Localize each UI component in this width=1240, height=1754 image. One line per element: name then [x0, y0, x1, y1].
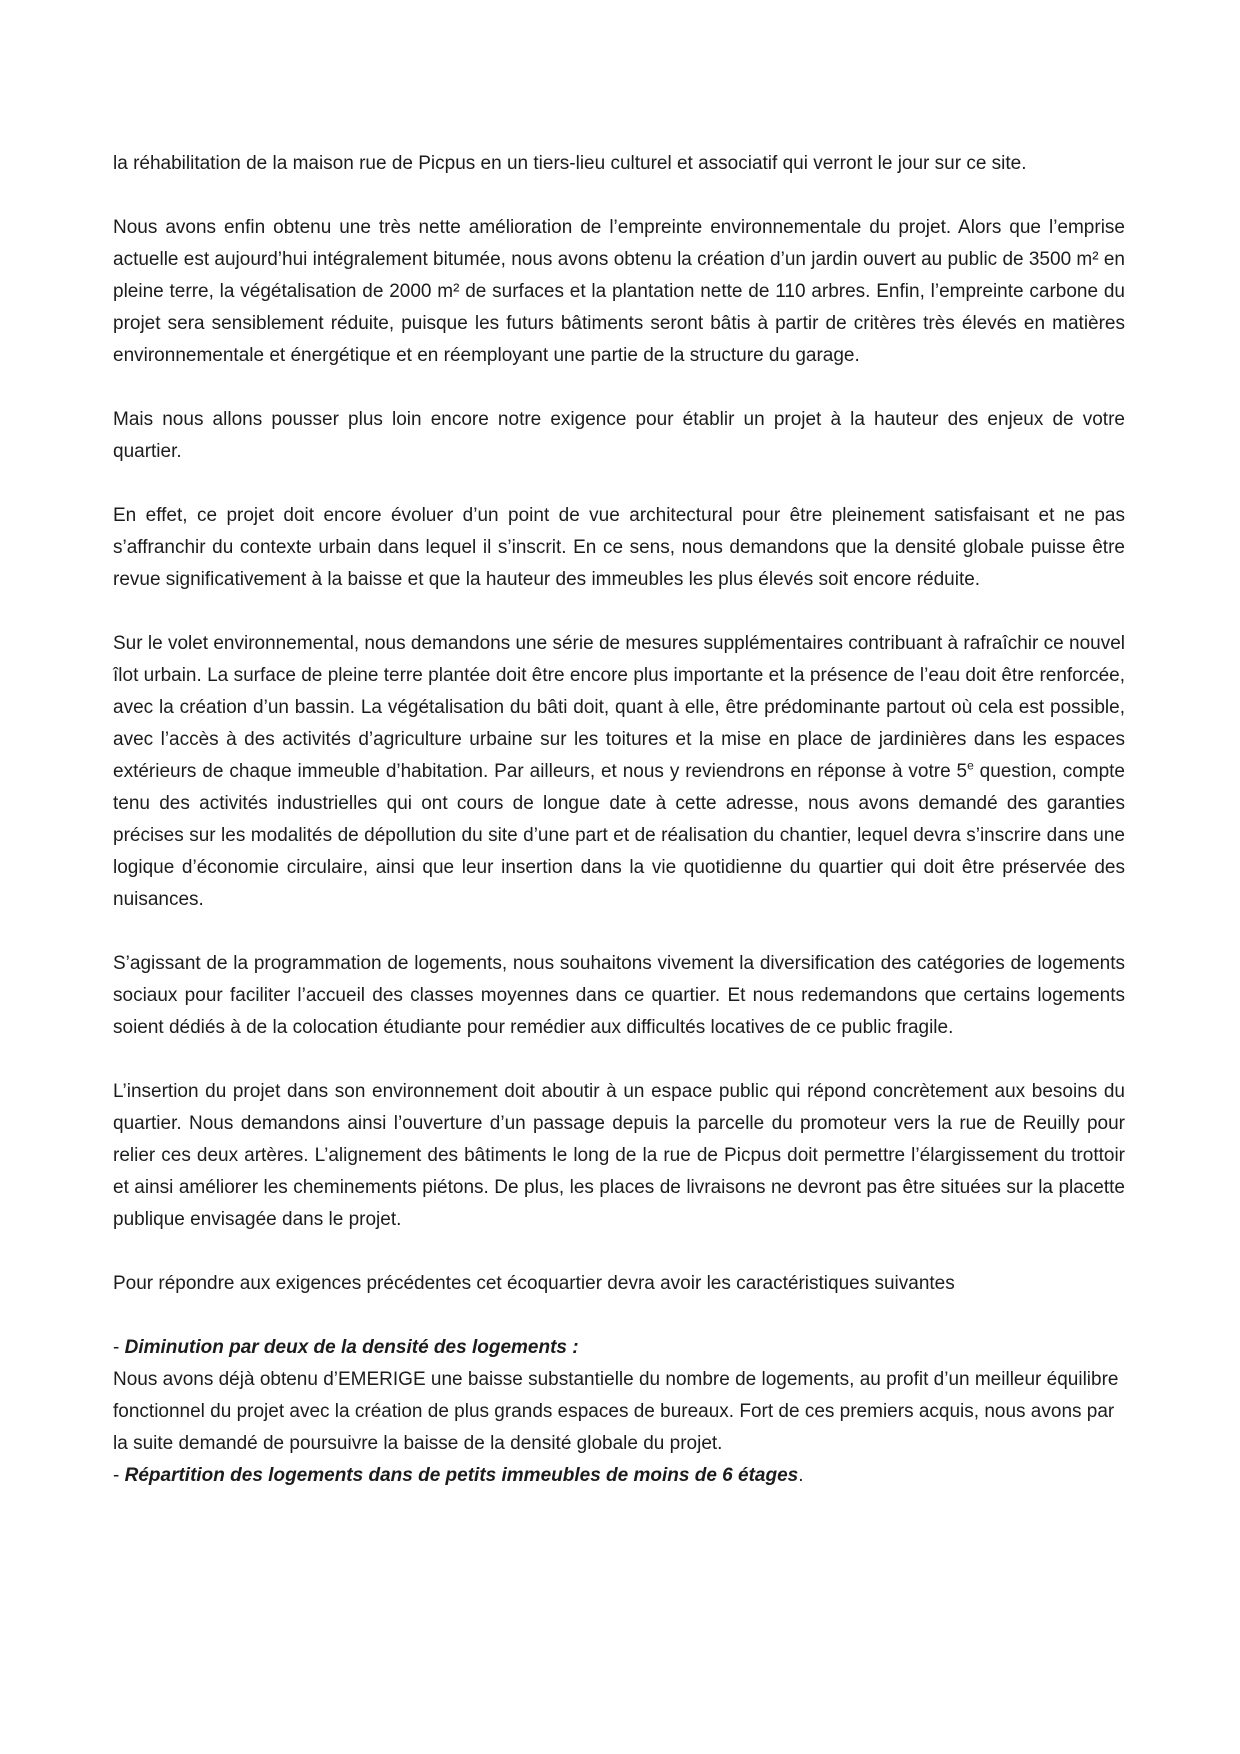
paragraph-environmental-measures — [113, 628, 1125, 916]
paragraph-rehabilitation: la réhabilitation de la maison rue de Picpus en un tiers-lieu culturel et associatif qui verront le jour sur ce site. — [113, 153, 1027, 174]
environmental-text-part2: question, compte tenu des activités industrielles qui ont cours de longue date à cette adresse, nous avons demandé des garanties précises sur les modalités de dépollution du site d’une part et de réalisation du chantier, lequel devra s’inscrire dans une logique d’économie circulaire, ainsi que leur insertion dans la vie quotidienne du quartier qui doit être préservée des nuisances. — [113, 761, 1125, 910]
document-page — [113, 148, 1125, 1492]
list-dash: - — [113, 1465, 125, 1486]
list-item-period: . — [798, 1465, 804, 1486]
paragraph-further-requirements: Mais nous allons pousser plus loin encore notre exigence pour établir un projet à la hauteur des enjeux de votre quartier. — [113, 409, 1125, 462]
paragraph-environmental-footprint: Nous avons enfin obtenu une très nette amélioration de l’empreinte environnementale du projet. Alors que l’emprise actuelle est aujourd’hui intégralement bitumée, nous avons obtenu la création d’un jardin ouvert au public de 3500 m² en pleine terre, la végétalisation de 2000 m² de surfaces et la plantation nette de 110 arbres. Enfin, l’empreinte carbone du projet sera sensiblement réduite, puisque les futurs bâtiments seront bâtis à partir de critères très élevés en matières environnementale et énergétique et en réemployant une partie de la structure du garage. — [113, 217, 1125, 366]
paragraph-architectural-evolution: En effet, ce projet doit encore évoluer d’un point de vue architectural pour être pleinement satisfaisant et ne pas s’affranchir du contexte urbain dans lequel il s’inscrit. En ce sens, nous demandons que la densité globale puisse être revue significativement à la baisse et que la hauteur des immeubles les plus élevés soit encore réduite. — [113, 505, 1125, 590]
list-dash: - — [113, 1337, 125, 1358]
paragraph-public-space: L’insertion du projet dans son environnement doit aboutir à un espace public qui répond concrètement aux besoins du quartier. Nous demandons ainsi l’ouverture d’un passage depuis la parcelle du promoteur vers la rue de Reuilly pour relier ces deux artères. L’alignement des bâtiments le long de la rue de Picpus doit permettre l’élargissement du trottoir et ainsi améliorer les cheminements piétons. De plus, les places de livraisons ne devront pas être situées sur la placette publique envisagée dans le projet. — [113, 1081, 1125, 1230]
paragraph-ecoquartier-intro: Pour répondre aux exigences précédentes cet écoquartier devra avoir les caractéristiques suivantes — [113, 1273, 955, 1294]
list-item-density-body: Nous avons déjà obtenu d’EMERIGE une baisse substantielle du nombre de logements, au profit d’un meilleur équilibre fonctionnel du projet avec la création de plus grands espaces de bureaux. Fort de ces premiers acquis, nous avons par la suite demandé de poursuivre la baisse de la densité globale du projet. — [113, 1369, 1119, 1454]
paragraph-housing-programming: S’agissant de la programmation de logements, nous souhaitons vivement la diversification des catégories de logements sociaux pour faciliter l’accueil des classes moyennes dans ce quartier. Et nous redemandons que certains logements soient dédiés à de la colocation étudiante pour remédier aux difficultés locatives de ce public fragile. — [113, 953, 1125, 1038]
list-item-title: Diminution par deux de la densité des logements : — [124, 1337, 579, 1358]
list-item-title: Répartition des logements dans de petits immeubles de moins de 6 étages — [124, 1465, 799, 1486]
ordinal-superscript: e — [967, 758, 974, 773]
list-item-buildings-heading — [113, 1460, 1125, 1492]
list-item-density-heading — [113, 1332, 1125, 1364]
environmental-text-part1: Sur le volet environnemental, nous demandons une série de mesures supplémentaires contribuant à rafraîchir ce nouvel îlot urbain. La surface de pleine terre plantée doit être encore plus importante et la présence de l’eau doit être renforcée, avec la création d’un bassin. La végétalisation du bâti doit, quant à elle, être prédominante partout où cela est possible, avec l’accès à des activités d’agriculture urbaine sur les toitures et la mise en place de jardinières dans les espaces extérieurs de chaque immeuble d’habitation. Par ailleurs, et nous y reviendrons en réponse à votre 5 — [113, 633, 1125, 782]
